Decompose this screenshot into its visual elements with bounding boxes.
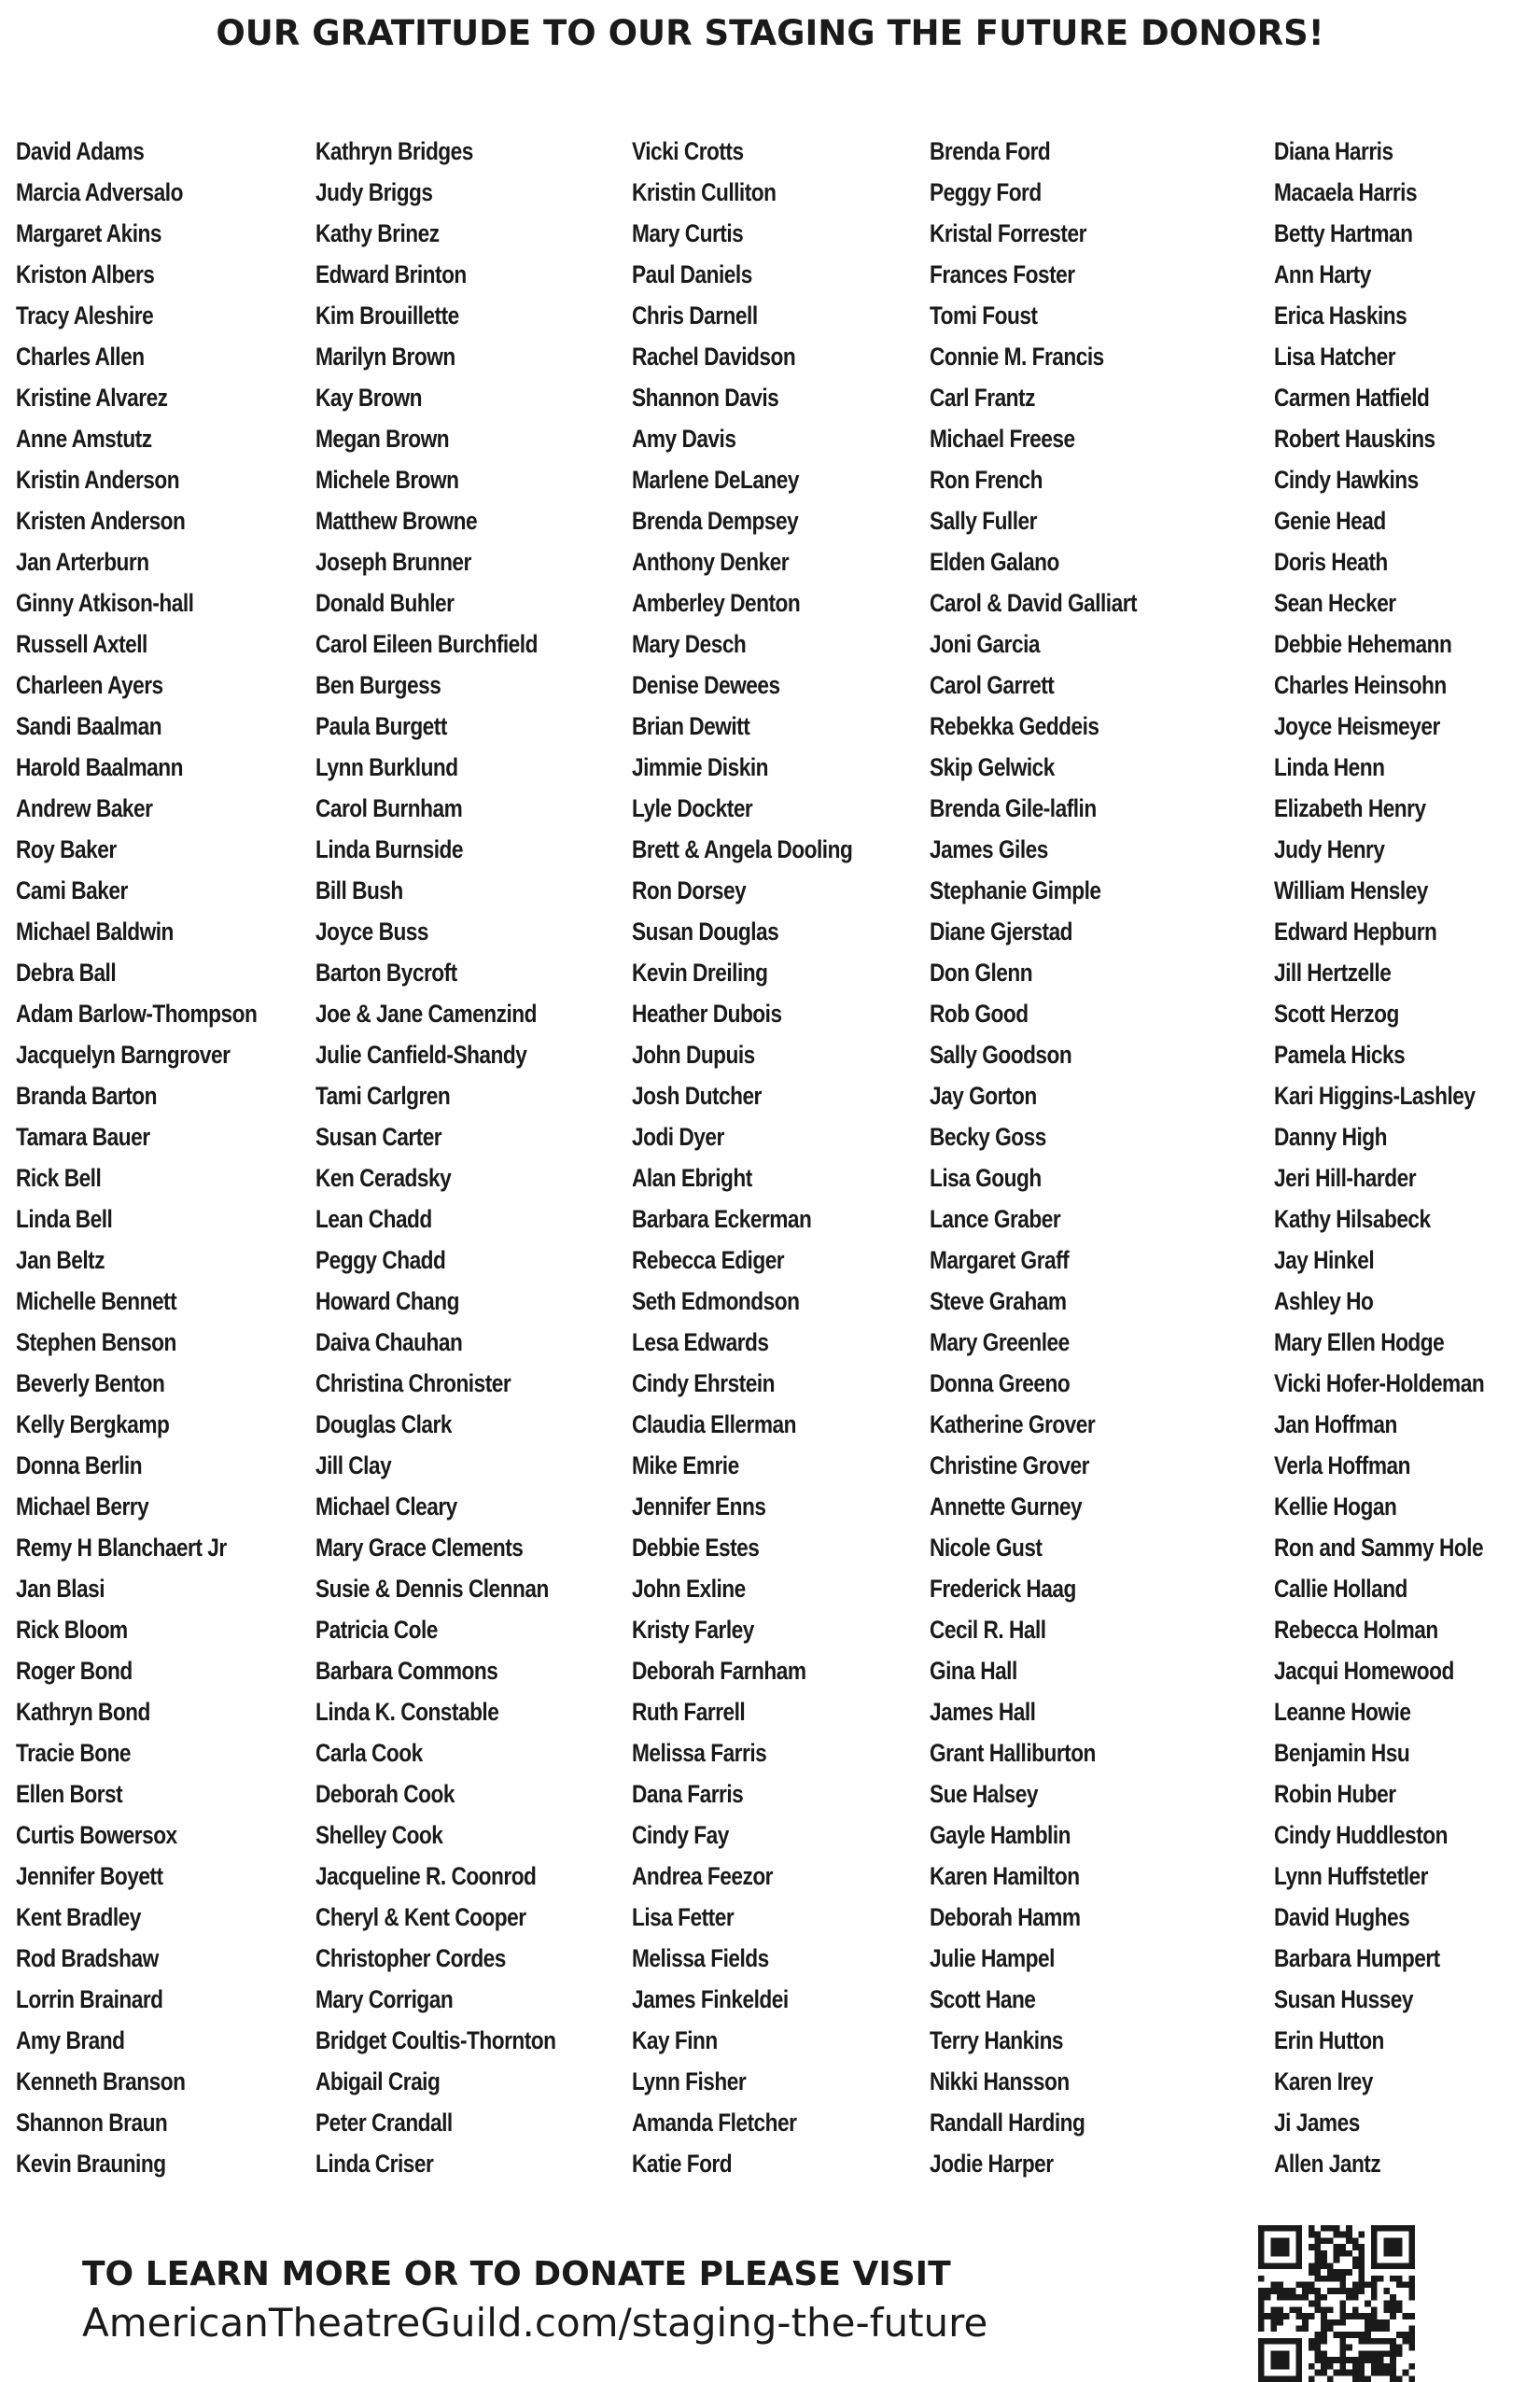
donor-name: Gayle Hamblin bbox=[930, 1821, 1071, 1849]
donor-name: Susan Douglas bbox=[632, 918, 779, 946]
donor-name: Sally Goodson bbox=[930, 1041, 1072, 1069]
donor-name: Sally Fuller bbox=[930, 507, 1037, 535]
donor-name: Margaret Graff bbox=[930, 1246, 1070, 1274]
donor-name: Scott Hane bbox=[930, 1985, 1036, 2013]
donor-name: Josh Dutcher bbox=[632, 1082, 762, 1110]
donor-name: Sandi Baalman bbox=[16, 712, 162, 740]
donor-name: Verla Hoffman bbox=[1274, 1451, 1410, 1479]
donor-name: Tracie Bone bbox=[16, 1739, 132, 1767]
donor-name: Carmen Hatfield bbox=[1274, 384, 1430, 412]
donor-name: Marilyn Brown bbox=[315, 343, 455, 371]
donor-name: Brenda Dempsey bbox=[632, 507, 799, 535]
donor-name: Rob Good bbox=[930, 1000, 1029, 1028]
donor-name: Kristal Forrester bbox=[930, 219, 1086, 247]
donor-name: Kevin Brauning bbox=[16, 2150, 166, 2178]
donor-name: Gina Hall bbox=[930, 1657, 1017, 1685]
donor-name: Tomi Foust bbox=[930, 301, 1038, 329]
donor-name: Roy Baker bbox=[16, 835, 117, 863]
donor-name: Annette Gurney bbox=[930, 1492, 1083, 1520]
donor-name: Scott Herzog bbox=[1274, 1000, 1399, 1028]
donor-name: Rick Bloom bbox=[16, 1616, 128, 1644]
donor-name: Nikki Hansson bbox=[930, 2067, 1070, 2095]
donor-name: Danny High bbox=[1274, 1123, 1387, 1151]
donor-name: Kriston Albers bbox=[16, 260, 155, 288]
donor-name: Ron Dorsey bbox=[632, 876, 747, 904]
donor-name: Lisa Fetter bbox=[632, 1903, 735, 1931]
donor-name: Ron and Sammy Hole bbox=[1274, 1534, 1484, 1562]
donor-name: Michele Brown bbox=[315, 466, 459, 494]
donor-name: Kristen Anderson bbox=[16, 507, 186, 535]
donor-name: Joyce Heismeyer bbox=[1274, 712, 1440, 740]
donor-name: Rod Bradshaw bbox=[16, 1944, 159, 1972]
donor-name: Robin Huber bbox=[1274, 1780, 1396, 1808]
donor-name: Susie & Dennis Clennan bbox=[315, 1575, 549, 1603]
donor-name: Jay Gorton bbox=[930, 1082, 1037, 1110]
donor-name: Michael Berry bbox=[16, 1492, 149, 1520]
donor-name: Barbara Eckerman bbox=[632, 1205, 812, 1233]
donor-name: Russell Axtell bbox=[16, 630, 147, 658]
donor-name: Jodie Harper bbox=[930, 2150, 1054, 2178]
donor-name: Douglas Clark bbox=[315, 1410, 452, 1438]
donor-name: Diane Gjerstad bbox=[930, 918, 1073, 946]
donor-name: Tamara Bauer bbox=[16, 1123, 150, 1151]
donor-name: Stephen Benson bbox=[16, 1328, 176, 1356]
donor-name: James Giles bbox=[930, 835, 1048, 863]
donor-name: Skip Gelwick bbox=[930, 753, 1055, 781]
donor-name: Tracy Aleshire bbox=[16, 301, 154, 329]
donor-name: Heather Dubois bbox=[632, 1000, 782, 1028]
donor-name: Megan Brown bbox=[315, 425, 450, 453]
donor-name: Ruth Farrell bbox=[632, 1698, 746, 1726]
donor-name: Benjamin Hsu bbox=[1274, 1739, 1410, 1767]
donor-name: Brenda Ford bbox=[930, 137, 1051, 165]
donor-name: Andrea Feezor bbox=[632, 1862, 773, 1890]
donor-name: Vicki Crotts bbox=[632, 137, 744, 165]
donor-name: Frederick Haag bbox=[930, 1575, 1076, 1603]
donor-name: Brett & Angela Dooling bbox=[632, 835, 853, 863]
donor-name: Kristin Culliton bbox=[632, 178, 777, 206]
donor-name: Michael Freese bbox=[930, 425, 1075, 453]
donor-name: Lisa Hatcher bbox=[1274, 343, 1396, 371]
donor-name: Shannon Davis bbox=[632, 384, 779, 412]
donor-name: Ron French bbox=[930, 466, 1043, 494]
donor-name: Anne Amstutz bbox=[16, 425, 152, 453]
donor-name: Adam Barlow-Thompson bbox=[16, 1000, 258, 1028]
donor-name: Ginny Atkison-hall bbox=[16, 589, 194, 617]
donor-name: Marcia Adversalo bbox=[16, 178, 183, 206]
donor-name: Lynn Fisher bbox=[632, 2067, 747, 2095]
donor-name: Sue Halsey bbox=[930, 1780, 1038, 1808]
donor-name: Cindy Huddleston bbox=[1274, 1821, 1448, 1849]
donor-name: Christina Chronister bbox=[315, 1369, 511, 1397]
donor-name: Harold Baalmann bbox=[16, 753, 183, 781]
donor-name: Mary Ellen Hodge bbox=[1274, 1328, 1445, 1356]
donor-name: Kelly Bergkamp bbox=[16, 1410, 170, 1438]
donor-name: Mike Emrie bbox=[632, 1451, 739, 1479]
donor-column-3 bbox=[632, 131, 894, 2184]
donor-name: Donna Greeno bbox=[930, 1369, 1071, 1397]
donor-name: Genie Head bbox=[1274, 507, 1386, 535]
donor-name: Lorrin Brainard bbox=[16, 1985, 163, 2013]
donor-name: Ann Harty bbox=[1274, 260, 1371, 288]
donor-name: Peggy Chadd bbox=[315, 1246, 446, 1274]
donor-name: Charles Allen bbox=[16, 343, 145, 371]
donor-name: Marlene DeLaney bbox=[632, 466, 799, 494]
donor-name: Barton Bycroft bbox=[315, 959, 457, 987]
donor-name: Frances Foster bbox=[930, 260, 1075, 288]
donor-name: Mary Curtis bbox=[632, 219, 744, 247]
donor-name: Amberley Denton bbox=[632, 589, 801, 617]
donor-name: Carla Cook bbox=[315, 1739, 423, 1767]
donor-name: Matthew Browne bbox=[315, 507, 478, 535]
donor-name: Cindy Ehrstein bbox=[632, 1369, 775, 1397]
donor-name: Claudia Ellerman bbox=[632, 1410, 796, 1438]
donor-name: Lesa Edwards bbox=[632, 1328, 769, 1356]
donor-name: Karen Hamilton bbox=[930, 1862, 1080, 1890]
donor-name: Shannon Braun bbox=[16, 2109, 168, 2137]
donor-name: Kellie Hogan bbox=[1274, 1492, 1397, 1520]
donor-name: Katie Ford bbox=[632, 2150, 733, 2178]
donor-name: Mary Grace Clements bbox=[315, 1534, 524, 1562]
donor-name: Linda Henn bbox=[1274, 753, 1385, 781]
donor-name: Brenda Gile-laflin bbox=[930, 794, 1097, 822]
donor-name: Branda Barton bbox=[16, 1082, 157, 1110]
donor-name: Linda Burnside bbox=[315, 835, 464, 863]
donor-name: Peggy Ford bbox=[930, 178, 1042, 206]
donor-name: Kay Finn bbox=[632, 2026, 718, 2054]
donor-name: Kristine Alvarez bbox=[16, 384, 168, 412]
donor-name: Jill Clay bbox=[315, 1451, 392, 1479]
donor-name: Amy Brand bbox=[16, 2026, 125, 2054]
donor-name: Rebecca Holman bbox=[1274, 1616, 1438, 1644]
donor-name: Jimmie Diskin bbox=[632, 753, 768, 781]
donor-name: Sean Hecker bbox=[1274, 589, 1396, 617]
donor-name: Nicole Gust bbox=[930, 1534, 1043, 1562]
donor-name: Tami Carlgren bbox=[315, 1082, 451, 1110]
donor-name: Jay Hinkel bbox=[1274, 1246, 1375, 1274]
donor-name: Lance Graber bbox=[930, 1205, 1061, 1233]
donor-name: Deborah Hamm bbox=[930, 1903, 1081, 1931]
donor-name: Rebekka Geddeis bbox=[930, 712, 1099, 740]
donor-name: Katherine Grover bbox=[930, 1410, 1096, 1438]
donor-name: Diana Harris bbox=[1274, 137, 1393, 165]
donor-name: Charleen Ayers bbox=[16, 671, 163, 699]
donor-name: Lisa Gough bbox=[930, 1164, 1042, 1192]
donor-name: Howard Chang bbox=[315, 1287, 459, 1315]
qr-code-icon[interactable] bbox=[1258, 2225, 1415, 2382]
donor-name: Callie Holland bbox=[1274, 1575, 1407, 1603]
donor-name: David Hughes bbox=[1274, 1903, 1410, 1931]
donor-name: Linda K. Constable bbox=[315, 1698, 499, 1726]
donor-name: Patricia Cole bbox=[315, 1616, 438, 1644]
donor-name: Judy Henry bbox=[1274, 835, 1385, 863]
donor-name: Mary Desch bbox=[632, 630, 747, 658]
page-title: OUR GRATITUDE TO OUR STAGING THE FUTURE DONORS! bbox=[216, 13, 1324, 53]
donor-name: Linda Bell bbox=[16, 1205, 113, 1233]
donor-name: Deborah Farnham bbox=[632, 1657, 806, 1685]
donor-name: Rebecca Ediger bbox=[632, 1246, 785, 1274]
donor-name: Susan Carter bbox=[315, 1123, 442, 1151]
donor-name: Don Glenn bbox=[930, 959, 1033, 987]
donor-name: Amanda Fletcher bbox=[632, 2109, 797, 2137]
donor-name: Shelley Cook bbox=[315, 1821, 443, 1849]
donor-name: Dana Farris bbox=[632, 1780, 744, 1808]
donor-name: Connie M. Francis bbox=[930, 343, 1104, 371]
donor-name: Bill Bush bbox=[315, 876, 403, 904]
donor-name: Michael Baldwin bbox=[16, 918, 174, 946]
donor-name: Ashley Ho bbox=[1274, 1287, 1374, 1315]
donor-name: Macaela Harris bbox=[1274, 178, 1418, 206]
donor-name: James Finkeldei bbox=[632, 1985, 789, 2013]
donor-name: Remy H Blanchaert Jr bbox=[16, 1534, 227, 1562]
donor-name: Abigail Craig bbox=[315, 2067, 441, 2095]
donor-name: Jacqui Homewood bbox=[1274, 1657, 1454, 1685]
donor-name: Paul Daniels bbox=[632, 260, 752, 288]
donor-name: Denise Dewees bbox=[632, 671, 780, 699]
donor-name: Joseph Brunner bbox=[315, 548, 471, 576]
donor-name: Melissa Fields bbox=[632, 1944, 769, 1972]
donor-name: Paula Burgett bbox=[315, 712, 447, 740]
donor-name: Karen Irey bbox=[1274, 2067, 1373, 2095]
donor-name: William Hensley bbox=[1274, 876, 1428, 904]
donor-name: John Exline bbox=[632, 1575, 746, 1603]
donor-name: Kent Bradley bbox=[16, 1903, 141, 1931]
donor-name: Lean Chadd bbox=[315, 1205, 432, 1233]
donor-name: Melissa Farris bbox=[632, 1739, 767, 1767]
donor-name: Lynn Huffstetler bbox=[1274, 1862, 1428, 1890]
donor-name: Lynn Burklund bbox=[315, 753, 458, 781]
donor-name: Jill Hertzelle bbox=[1274, 959, 1392, 987]
donor-name: Brian Dewitt bbox=[632, 712, 750, 740]
donor-name: Carol Burnham bbox=[315, 794, 463, 822]
donor-name: Jacqueline R. Coonrod bbox=[315, 1862, 537, 1890]
donor-name: Roger Bond bbox=[16, 1657, 133, 1685]
donor-name: Carl Frantz bbox=[930, 384, 1035, 412]
donor-name: Julie Hampel bbox=[930, 1944, 1055, 1972]
donor-column-5 bbox=[1274, 131, 1524, 2184]
donor-name: Ellen Borst bbox=[16, 1780, 123, 1808]
donor-name: Kathy Brinez bbox=[315, 219, 440, 247]
donor-name: Christine Grover bbox=[930, 1451, 1089, 1479]
donor-column-2 bbox=[315, 131, 602, 2184]
donor-name: Ben Burgess bbox=[315, 671, 441, 699]
donor-name: Carol & David Galliart bbox=[930, 589, 1138, 617]
donor-name: Kristin Anderson bbox=[16, 466, 180, 494]
donor-name: Mary Corrigan bbox=[315, 1985, 454, 2013]
donor-name: Barbara Commons bbox=[315, 1657, 498, 1685]
donor-name: Michelle Bennett bbox=[16, 1287, 177, 1315]
donor-name: Ken Ceradsky bbox=[315, 1164, 452, 1192]
donor-name: Robert Hauskins bbox=[1274, 425, 1435, 453]
donor-name: Deborah Cook bbox=[315, 1780, 455, 1808]
donor-name: Betty Hartman bbox=[1274, 219, 1413, 247]
donor-name: Jacquelyn Barngrover bbox=[16, 1041, 231, 1069]
donor-name: Margaret Akins bbox=[16, 219, 161, 247]
donor-name: Kay Brown bbox=[315, 384, 422, 412]
donor-name: Kathryn Bond bbox=[16, 1698, 150, 1726]
donor-name: Kathy Hilsabeck bbox=[1274, 1205, 1431, 1233]
donor-name: Allen Jantz bbox=[1274, 2150, 1381, 2178]
donor-name: Cami Baker bbox=[16, 876, 128, 904]
donor-name: Christopher Cordes bbox=[315, 1944, 506, 1972]
donor-name: Curtis Bowersox bbox=[16, 1821, 177, 1849]
donor-name: Edward Brinton bbox=[315, 260, 467, 288]
donor-name: Daiva Chauhan bbox=[315, 1328, 463, 1356]
donor-name: Barbara Humpert bbox=[1274, 1944, 1440, 1972]
donor-name: John Dupuis bbox=[632, 1041, 755, 1069]
donor-name: Elden Galano bbox=[930, 548, 1059, 576]
donor-name: Alan Ebright bbox=[632, 1164, 752, 1192]
donor-name: Erica Haskins bbox=[1274, 301, 1407, 329]
donor-column-1 bbox=[16, 131, 303, 2184]
donor-name: Joni Garcia bbox=[930, 630, 1040, 658]
donor-name: Lyle Dockter bbox=[632, 794, 753, 822]
donor-name: Terry Hankins bbox=[930, 2026, 1064, 2054]
donor-name: Rick Bell bbox=[16, 1164, 102, 1192]
donor-name: Kari Higgins-Lashley bbox=[1274, 1082, 1476, 1110]
donor-name: Michael Cleary bbox=[315, 1492, 457, 1520]
donor-name: Donna Berlin bbox=[16, 1451, 143, 1479]
donor-name: Carol Eileen Burchfield bbox=[315, 630, 538, 658]
donor-name: Becky Goss bbox=[930, 1123, 1046, 1151]
donor-name: Kathryn Bridges bbox=[315, 137, 473, 165]
donor-name: Jennifer Enns bbox=[632, 1492, 766, 1520]
donor-name: Amy Davis bbox=[632, 425, 736, 453]
donor-name: David Adams bbox=[16, 137, 145, 165]
donor-name: Doris Heath bbox=[1274, 548, 1388, 576]
donor-name: Debra Ball bbox=[16, 959, 117, 987]
donor-name: Susan Hussey bbox=[1274, 1985, 1414, 2013]
donor-name: Cindy Fay bbox=[632, 1821, 729, 1849]
donor-name: Jodi Dyer bbox=[632, 1123, 724, 1151]
donor-name: Anthony Denker bbox=[632, 548, 790, 576]
donor-name: Judy Briggs bbox=[315, 178, 433, 206]
donor-name: Jennifer Boyett bbox=[16, 1862, 163, 1890]
donor-name: Kristy Farley bbox=[632, 1616, 754, 1644]
donor-name: Pamela Hicks bbox=[1274, 1041, 1406, 1069]
donor-name: Randall Harding bbox=[930, 2109, 1085, 2137]
donor-name: Cecil R. Hall bbox=[930, 1616, 1046, 1644]
donate-link[interactable]: AmericanTheatreGuild.com/staging-the-future bbox=[82, 2300, 988, 2346]
donor-name: Jan Blasi bbox=[16, 1575, 105, 1603]
donor-name: Jeri Hill-harder bbox=[1274, 1164, 1417, 1192]
donor-name: James Hall bbox=[930, 1698, 1036, 1726]
donor-name: Debbie Hehemann bbox=[1274, 630, 1452, 658]
donor-name: Vicki Hofer-Holdeman bbox=[1274, 1369, 1485, 1397]
donor-name: Mary Greenlee bbox=[930, 1328, 1070, 1356]
donor-name: Carol Garrett bbox=[930, 671, 1055, 699]
donor-name: Stephanie Gimple bbox=[930, 876, 1101, 904]
donor-name: Bridget Coultis-Thornton bbox=[315, 2026, 556, 2054]
donor-name: Peter Crandall bbox=[315, 2109, 453, 2137]
donor-name: Andrew Baker bbox=[16, 794, 153, 822]
donor-column-4 bbox=[930, 131, 1176, 2184]
donor-name: Cheryl & Kent Cooper bbox=[315, 1903, 526, 1931]
donor-name: Edward Hepburn bbox=[1274, 918, 1437, 946]
donor-name: Kevin Dreiling bbox=[632, 959, 768, 987]
donor-name: Erin Hutton bbox=[1274, 2026, 1384, 2054]
donor-name: Beverly Benton bbox=[16, 1369, 165, 1397]
donor-name: Donald Buhler bbox=[315, 589, 455, 617]
donor-name: Joyce Buss bbox=[315, 918, 429, 946]
donor-name: Jan Arterburn bbox=[16, 548, 149, 576]
donor-name: Linda Criser bbox=[315, 2150, 434, 2178]
footer-heading: TO LEARN MORE OR TO DONATE PLEASE VISIT bbox=[82, 2255, 951, 2293]
donor-name: Jan Hoffman bbox=[1274, 1410, 1397, 1438]
donor-name: Cindy Hawkins bbox=[1274, 466, 1419, 494]
donor-name: Joe & Jane Camenzind bbox=[315, 1000, 537, 1028]
donor-name: Jan Beltz bbox=[16, 1246, 105, 1274]
donor-name: Chris Darnell bbox=[632, 301, 758, 329]
donor-name: Charles Heinsohn bbox=[1274, 671, 1447, 699]
donor-name: Debbie Estes bbox=[632, 1534, 760, 1562]
donor-name: Kenneth Branson bbox=[16, 2067, 186, 2095]
donor-name: Ji James bbox=[1274, 2109, 1360, 2137]
donor-name: Grant Halliburton bbox=[930, 1739, 1096, 1767]
donor-name: Kim Brouillette bbox=[315, 301, 459, 329]
donor-name: Steve Graham bbox=[930, 1287, 1067, 1315]
donor-name: Leanne Howie bbox=[1274, 1698, 1411, 1726]
donor-name: Rachel Davidson bbox=[632, 343, 796, 371]
donor-name: Seth Edmondson bbox=[632, 1287, 800, 1315]
donor-name: Julie Canfield-Shandy bbox=[315, 1041, 527, 1069]
donor-name: Elizabeth Henry bbox=[1274, 794, 1426, 822]
